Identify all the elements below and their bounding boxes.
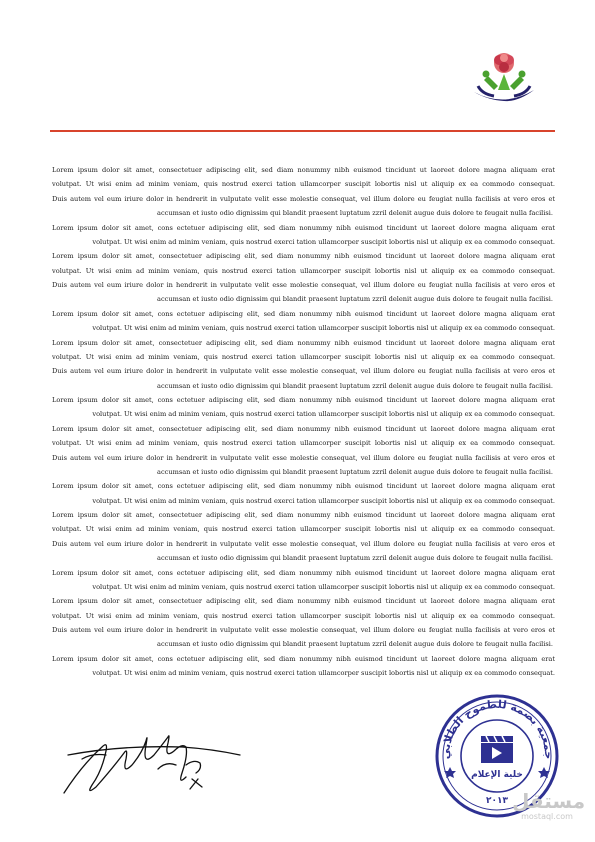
body-line: accumsan et iusto odio dignissim qui blandit praesent luptatum zzril delenit augue duis dolore te feugait nulla facilisi. xyxy=(157,554,553,563)
body-line: volutpat. Ut wisi enim ad minim veniam, quis nostrud exerci tation ullamcorper suscipit lobortis nisl ut aliquip ex ea commodo consequat. xyxy=(92,324,555,333)
body-line: Duis autem vel eum iriure dolor in hendrerit in vulputate velit esse molestie consequat, vel illum dolore eu feugiat nulla facilisis at vero eros et xyxy=(52,539,555,548)
body-line: volutpat. Ut wisi enim ad minim veniam, quis nostrud exerci tation ullamcorper suscipit lobortis nisl ut aliquip ex ea commodo consequat. xyxy=(92,496,555,505)
stamp-bottom-text: ٢٠١٣ xyxy=(486,796,508,806)
body-line: Duis autem vel eum iriure dolor in hendrerit in vulputate velit esse molestie consequat, vel illum dolore eu feugiat nulla facilisis at vero eros et xyxy=(52,281,555,289)
body-line: Duis autem vel eum iriure dolor in hendrerit in vulputate velit esse molestie consequat, vel illum dolore eu feugiat nulla facilisis at vero eros et xyxy=(52,453,555,462)
body-line: volutpat. Ut wisi enim ad minim veniam, quis nostrud exerci tation ullamcorper suscipit lobortis nisl ut aliquip ex ea commodo consequat. xyxy=(52,180,555,189)
watermark-url: mostaql.com xyxy=(521,812,573,821)
body-line: volutpat. Ut wisi enim ad minim veniam, quis nostrud exerci tation ullamcorper suscipit lobortis nisl ut aliquip ex ea commodo consequat. xyxy=(52,611,555,620)
body-line: Lorem ipsum dolor sit amet, consectetuer adipiscing elit, sed diam nonummy nibh euismod tincidunt ut laoreet dolore magna aliquam erat xyxy=(52,252,555,261)
body-line: volutpat. Ut wisi enim ad minim veniam, quis nostrud exerci tation ullamcorper suscipit lobortis nisl ut aliquip ex ea commodo consequat. xyxy=(52,266,555,275)
stamp-inner-label: خلية الإعلام xyxy=(471,770,523,780)
body-line: accumsan et iusto odio dignissim qui blandit praesent luptatum zzril delenit augue duis dolore te feugait nulla facilisi. xyxy=(157,209,553,218)
body-line: Lorem ipsum dolor sit amet, cons ectetuer adipiscing elit, sed diam nonummy nibh euismod tincidunt ut laoreet dolore magna aliquam erat xyxy=(52,223,555,232)
body-line: accumsan et iusto odio dignissim qui blandit praesent luptatum zzril delenit augue duis dolore te feugait nulla facilisi. xyxy=(157,467,553,476)
body-text xyxy=(52,163,555,681)
body-line: volutpat. Ut wisi enim ad minim veniam, quis nostrud exerci tation ullamcorper suscipit lobortis nisl ut aliquip ex ea commodo consequat. xyxy=(92,410,555,419)
body-line: volutpat. Ut wisi enim ad minim veniam, quis nostrud exerci tation ullamcorper suscipit lobortis nisl ut aliquip ex ea commodo consequat. xyxy=(92,237,555,246)
clapperboard-play-icon xyxy=(481,736,513,763)
watermark-logo-text: مستقل xyxy=(512,789,586,813)
body-line: accumsan et iusto odio dignissim qui blandit praesent luptatum zzril delenit augue duis dolore te feugait nulla facilisi. xyxy=(157,295,553,304)
body-line: Lorem ipsum dolor sit amet, cons ectetuer adipiscing elit, sed diam nonummy nibh euismod tincidunt ut laoreet dolore magna aliquam erat xyxy=(52,654,555,663)
header-divider xyxy=(50,130,555,132)
body-line: Duis autem vel eum iriure dolor in hendrerit in vulputate velit esse molestie consequat, vel illum dolore eu feugiat nulla facilisis at vero eros et xyxy=(52,626,555,634)
body-line: Duis autem vel eum iriure dolor in hendrerit in vulputate velit esse molestie consequat, vel illum dolore eu feugiat nulla facilisis at vero eros et xyxy=(52,194,555,203)
body-line: Duis autem vel eum iriure dolor in hendrerit in vulputate velit esse molestie consequat, vel illum dolore eu feugiat nulla facilisis at vero eros et xyxy=(52,367,555,376)
handwritten-signature-icon xyxy=(62,725,246,799)
body-line: accumsan et iusto odio dignissim qui blandit praesent luptatum zzril delenit augue duis dolore te feugait nulla facilisi. xyxy=(157,640,553,649)
body-line: Lorem ipsum dolor sit amet, consectetuer adipiscing elit, sed diam nonummy nibh euismod tincidunt ut laoreet dolore magna aliquam erat xyxy=(52,597,555,606)
people-heart-logo-icon xyxy=(468,46,540,108)
body-line: Lorem ipsum dolor sit amet, cons ectetuer adipiscing elit, sed diam nonummy nibh euismod tincidunt ut laoreet dolore magna aliquam erat xyxy=(52,482,555,491)
body-line: volutpat. Ut wisi enim ad minim veniam, quis nostrud exerci tation ullamcorper suscipit lobortis nisl ut aliquip ex ea commodo consequat. xyxy=(52,352,555,361)
body-line: volutpat. Ut wisi enim ad minim veniam, quis nostrud exerci tation ullamcorper suscipit lobortis nisl ut aliquip ex ea commodo consequat. xyxy=(52,525,555,534)
body-line: accumsan et iusto odio dignissim qui blandit praesent luptatum zzril delenit augue duis dolore te feugait nulla facilisi. xyxy=(157,381,553,390)
body-line: volutpat. Ut wisi enim ad minim veniam, quis nostrud exerci tation ullamcorper suscipit lobortis nisl ut aliquip ex ea commodo consequat. xyxy=(52,439,555,448)
body-line: Lorem ipsum dolor sit amet, consectetuer adipiscing elit, sed diam nonummy nibh euismod tincidunt ut laoreet dolore magna aliquam erat xyxy=(52,338,555,347)
body-line: Lorem ipsum dolor sit amet, cons ectetuer adipiscing elit, sed diam nonummy nibh euismod tincidunt ut laoreet dolore magna aliquam erat xyxy=(52,396,555,404)
body-line: Lorem ipsum dolor sit amet, consectetuer adipiscing elit, sed diam nonummy nibh euismod tincidunt ut laoreet dolore magna aliquam erat xyxy=(52,511,555,519)
body-line: Lorem ipsum dolor sit amet, consectetuer adipiscing elit, sed diam nonummy nibh euismod tincidunt ut laoreet dolore magna aliquam erat xyxy=(52,166,555,174)
body-line: volutpat. Ut wisi enim ad minim veniam, quis nostrud exerci tation ullamcorper suscipit lobortis nisl ut aliquip ex ea commodo consequat. xyxy=(92,582,555,591)
body-line: Lorem ipsum dolor sit amet, consectetuer adipiscing elit, sed diam nonummy nibh euismod tincidunt ut laoreet dolore magna aliquam erat xyxy=(52,424,555,433)
stamp-ring-text: جمعية بصمة للطموح الطلابي xyxy=(438,697,556,760)
body-line: Lorem ipsum dolor sit amet, cons ectetuer adipiscing elit, sed diam nonummy nibh euismod tincidunt ut laoreet dolore magna aliquam erat xyxy=(52,568,555,577)
body-line: volutpat. Ut wisi enim ad minim veniam, quis nostrud exerci tation ullamcorper suscipit lobortis nisl ut aliquip ex ea commodo consequat. xyxy=(92,669,555,678)
body-line: Lorem ipsum dolor sit amet, cons ectetuer adipiscing elit, sed diam nonummy nibh euismod tincidunt ut laoreet dolore magna aliquam erat xyxy=(52,309,555,318)
site-watermark xyxy=(512,789,586,822)
rose-cluster xyxy=(494,53,514,73)
